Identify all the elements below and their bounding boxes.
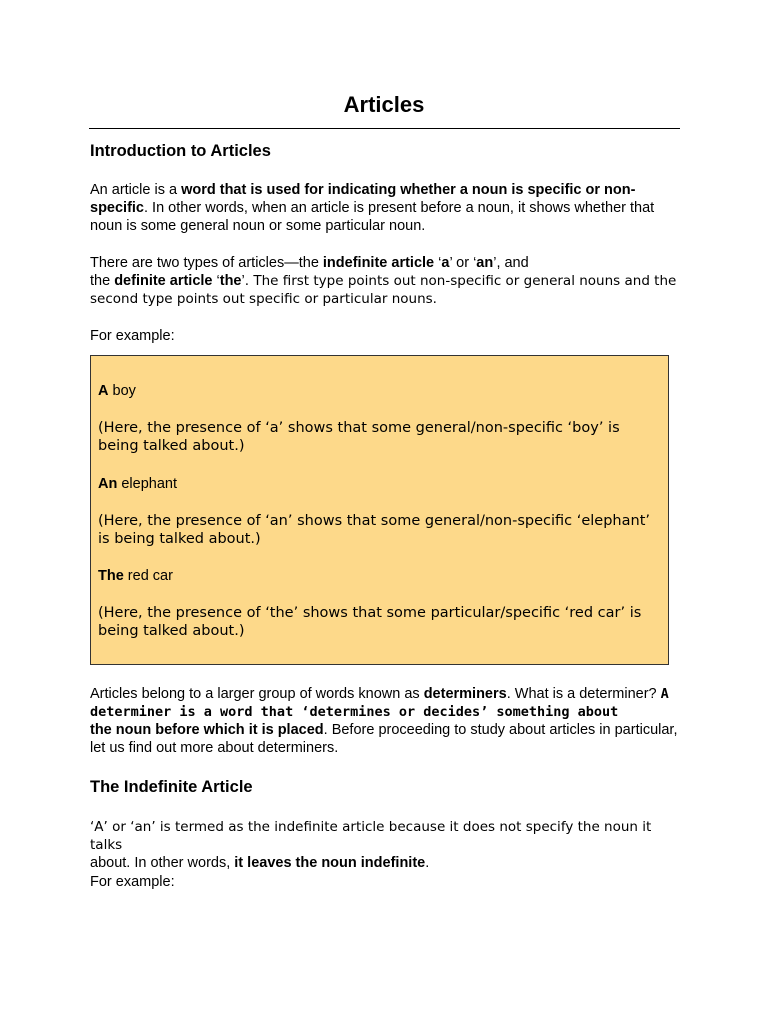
- intro-paragraph-1: An article is a word that is used for indicating whether a noun is specific or non-specific. In other words, when an article is present before a noun, it shows whether that noun is some general noun or some particular noun.: [90, 182, 655, 234]
- example-a-note: (Here, the presence of ‘a’ shows that some general/non-specific ‘boy’ is being talked about.): [98, 420, 620, 454]
- example-an-elephant: An elephant: [98, 476, 178, 492]
- indefinite-article-heading: The Indefinite Article: [90, 778, 253, 796]
- intro-heading: Introduction to Articles: [90, 142, 271, 160]
- title-divider: [89, 128, 680, 129]
- for-example-label-1: For example:: [90, 328, 175, 344]
- intro-paragraph-2: There are two types of articles—the indefinite article ‘a’ or ‘an’, and the definite article ‘the’. The first type points out non-specific or general nouns and the second type points out specific or particular nouns.: [90, 255, 677, 307]
- indefinite-paragraph: ‘A’ or ‘an’ is termed as the indefinite article because it does not specify the noun it talks about. In other words, it leaves the noun indefinite.: [90, 819, 652, 871]
- for-example-label-2: For example:: [90, 874, 175, 890]
- example-the-red-car: The red car: [98, 568, 173, 584]
- determiners-paragraph: Articles belong to a larger group of words known as determiners. What is a determiner? A determiner is a word that ‘determines or decides’ something about the noun before which it is placed. Before proceeding to study about articles in particular, let us find out more about determiners.: [90, 686, 678, 756]
- example-the-note: (Here, the presence of ‘the’ shows that some particular/specific ‘red car’ is being talked about.): [98, 605, 642, 639]
- example-an-note: (Here, the presence of ‘an’ shows that some general/non-specific ‘elephant’ is being talked about.): [98, 513, 650, 547]
- example-box: [90, 355, 669, 665]
- page-title: Articles: [343, 92, 425, 117]
- example-a-boy: A boy: [98, 383, 136, 399]
- article-definition: word that is used for indicating whether a noun is specific or non-specific: [90, 182, 636, 216]
